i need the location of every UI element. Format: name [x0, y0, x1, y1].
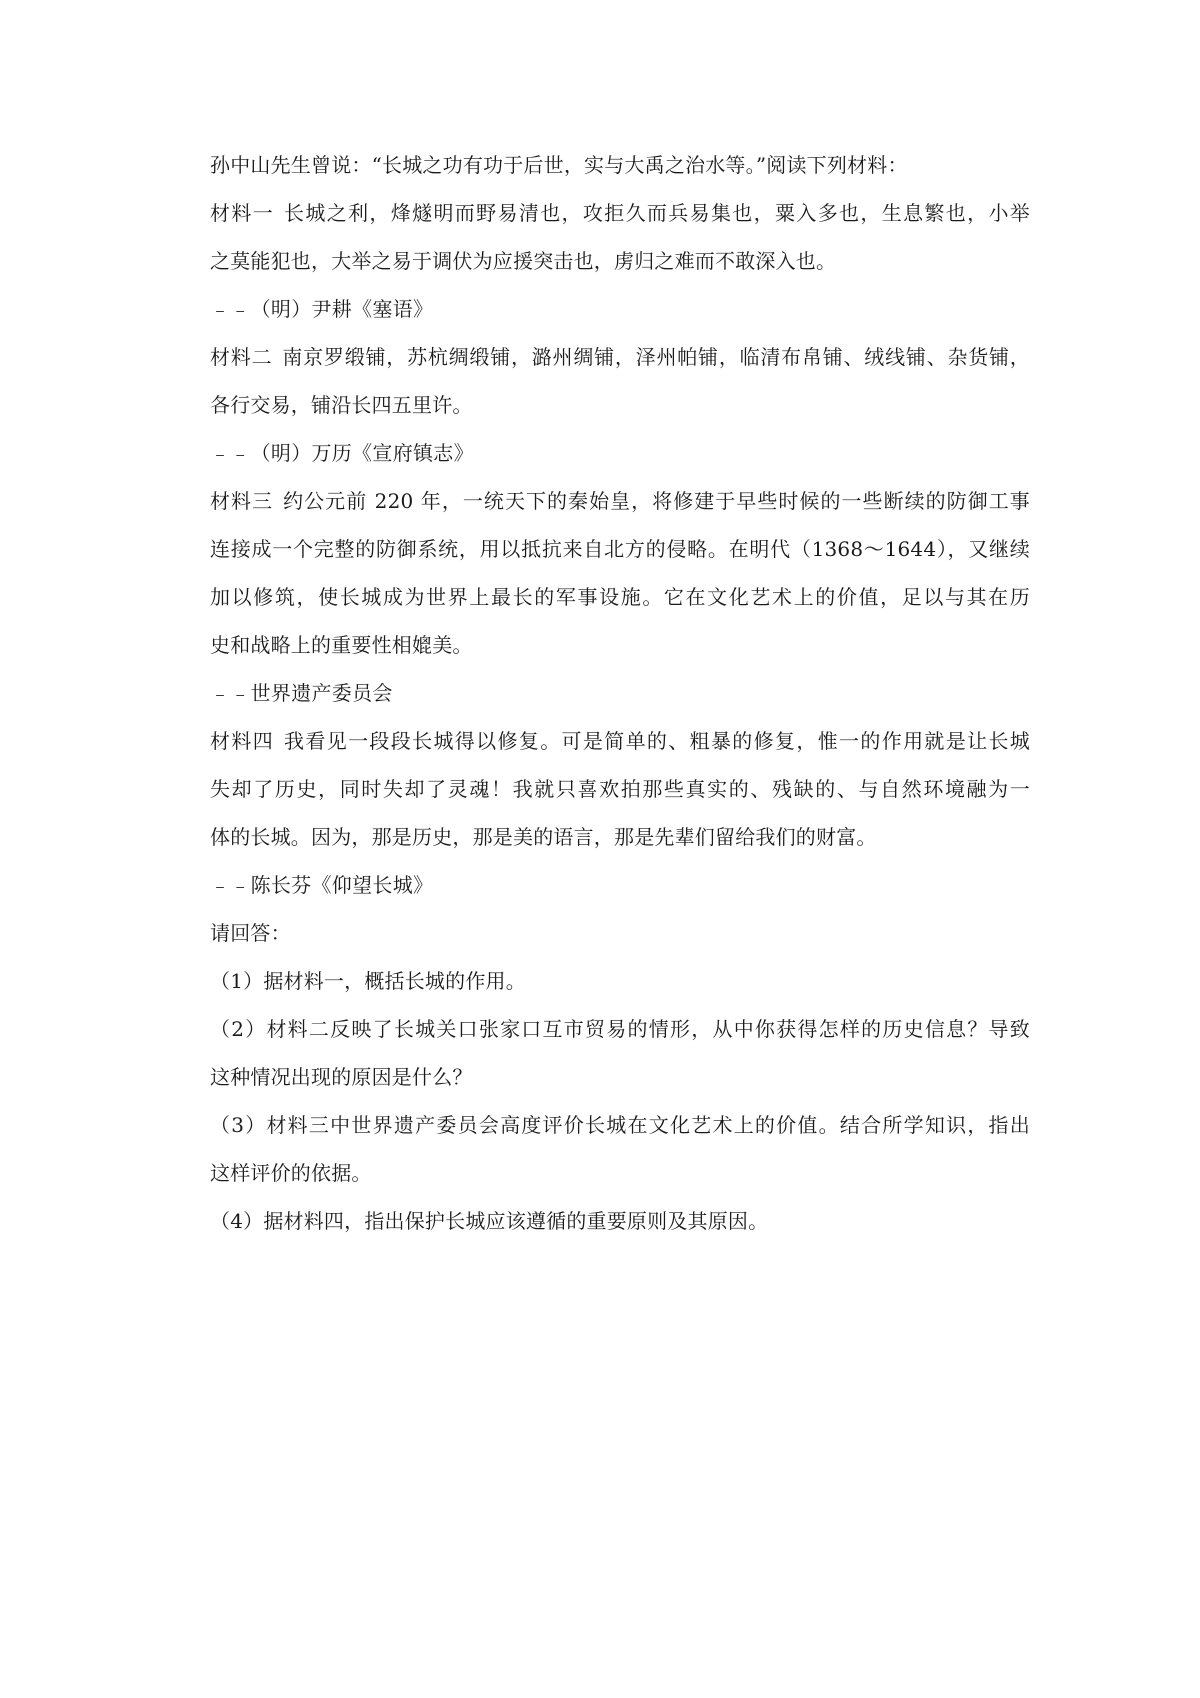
document-page	[210, 152, 1030, 1256]
material-1-line-2: 之莫能犯也，大举之易于调伏为应援突击也，虏归之难而不敢深入也。	[210, 249, 837, 273]
question-2-line-2: 这种情况出现的原因是什么？	[210, 1065, 473, 1089]
material-3-label: 材料三	[210, 489, 274, 513]
material-4-text-1: 我看见一段段长城得以修复。可是简单的、粗暴的修复，惟一的作用就是让长城	[284, 729, 1030, 753]
material-2-line-2: 各行交易，铺沿长四五里许。	[210, 393, 473, 417]
material-2-line-1	[210, 344, 1030, 371]
material-1-text-1: 长城之利，烽燧明而野易清也，攻拒久而兵易集也，粟入多也，生息繁也，小举	[284, 201, 1030, 225]
material-3-source: ﹣﹣世界遗产委员会	[210, 681, 393, 705]
material-4-label: 材料四	[210, 729, 275, 753]
material-3-line-2: 连接成一个完整的防御系统，用以抵抗来自北方的侵略。在明代（1368～1644），又继续	[210, 537, 1030, 561]
material-3-line-4: 史和战略上的重要性相媲美。	[210, 633, 473, 657]
material-1-source: ﹣﹣（明）尹耕《塞语》	[210, 297, 434, 321]
material-4-line-2: 失却了历史，同时失却了灵魂！我就只喜欢拍那些真实的、残缺的、与自然环境融为一	[210, 777, 1030, 801]
material-3-line-3: 加以修筑，使长城成为世界上最长的军事设施。它在文化艺术上的价值，足以与其在历	[210, 585, 1030, 609]
material-3-line-1	[210, 488, 1030, 515]
question-3-line-2: 这样评价的依据。	[210, 1161, 372, 1185]
material-2-label: 材料二	[210, 345, 273, 369]
question-1: （1）据材料一，概括长城的作用。	[210, 969, 526, 993]
question-4: （4）据材料四，指出保护长城应该遵循的重要原则及其原因。	[210, 1209, 769, 1233]
material-4-line-1	[210, 728, 1030, 755]
material-3-text-1: 约公元前 220 年，一统天下的秦始皇，将修建于早些时候的一些断续的防御工事	[283, 489, 1030, 513]
question-3-line-1: （3）材料三中世界遗产委员会高度评价长城在文化艺术上的价值。结合所学知识，指出	[210, 1113, 1030, 1137]
material-1-label: 材料一	[210, 201, 275, 225]
material-1-line-1	[210, 200, 1030, 227]
material-4-line-3: 体的长城。因为，那是历史，那是美的语言，那是先辈们留给我们的财富。	[210, 825, 877, 849]
answer-prompt: 请回答：	[210, 921, 291, 945]
material-4-source: ﹣﹣陈长芬《仰望长城》	[210, 873, 434, 897]
material-2-source: ﹣﹣（明）万历《宣府镇志》	[210, 441, 474, 465]
question-2-line-1: （2）材料二反映了长城关口张家口互市贸易的情形，从中你获得怎样的历史信息？导致	[210, 1017, 1030, 1041]
material-2-text-1: 南京罗缎铺，苏杭绸缎铺，潞州绸铺，泽州帕铺，临清布帛铺、绒线铺、杂货铺，	[282, 345, 1030, 369]
intro-text: 孙中山先生曾说：“长城之功有功于后世，实与大禹之治水等。”阅读下列材料：	[210, 153, 908, 177]
